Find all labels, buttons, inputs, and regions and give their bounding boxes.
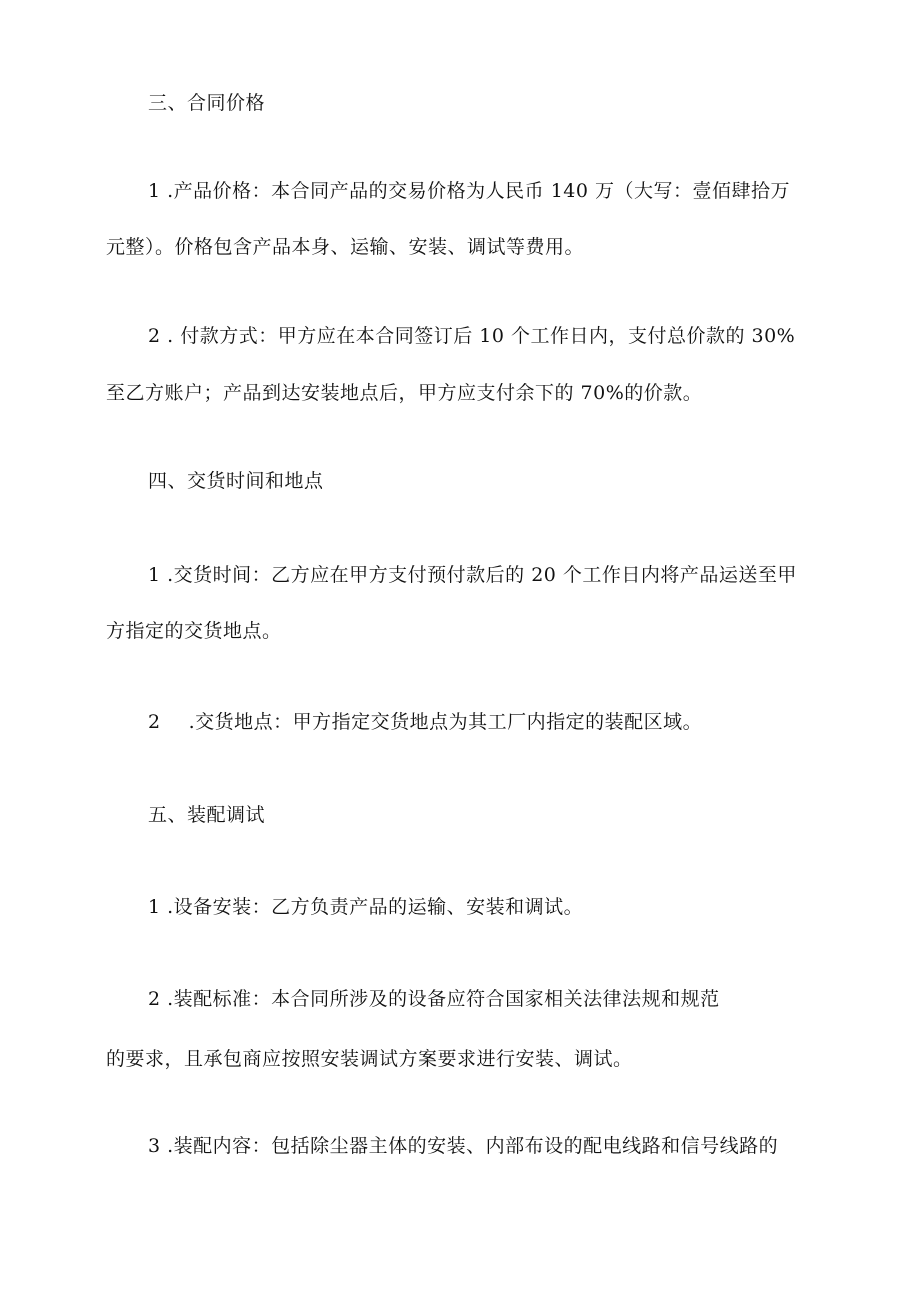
section-heading-assembly: 五、装配调试 (148, 804, 266, 826)
paragraph-line (148, 713, 702, 732)
paragraph-line: 的要求，且承包商应按照安装调试方案要求进行安装、调试。 (106, 1048, 633, 1070)
paragraph-line: 1 .设备安装：乙方负责产品的运输、安装和调试。 (148, 896, 584, 918)
paragraph-line: 2 . 付款方式：甲方应在本合同签订后 10 个工作日内，支付总价款的 30% (148, 325, 796, 347)
section-heading-contract-price: 三、合同价格 (148, 92, 266, 114)
paragraph-line: 方指定的交货地点。 (106, 620, 282, 642)
item-number: 2 (148, 711, 161, 733)
paragraph-line: 1 .产品价格：本合同产品的交易价格为人民币 140 万（大写：壹佰肆拾万 (148, 180, 791, 202)
item-text: .交货地点：甲方指定交货地点为其工厂内指定的装配区域。 (188, 711, 703, 733)
paragraph-line: 2 .装配标准：本合同所涉及的设备应符合国家相关法律法规和规范 (148, 988, 720, 1010)
paragraph-line: 1 .交货时间：乙方应在甲方支付预付款后的 20 个工作日内将产品运送至甲 (148, 564, 797, 586)
paragraph-line: 至乙方账户；产品到达安装地点后，甲方应支付余下的 70%的价款。 (106, 382, 703, 404)
paragraph-line: 3 .装配内容：包括除尘器主体的安装、内部布设的配电线路和信号线路的 (148, 1135, 779, 1157)
section-heading-delivery: 四、交货时间和地点 (148, 470, 324, 492)
paragraph-line: 元整）。价格包含产品本身、运输、安装、调试等费用。 (106, 236, 585, 258)
